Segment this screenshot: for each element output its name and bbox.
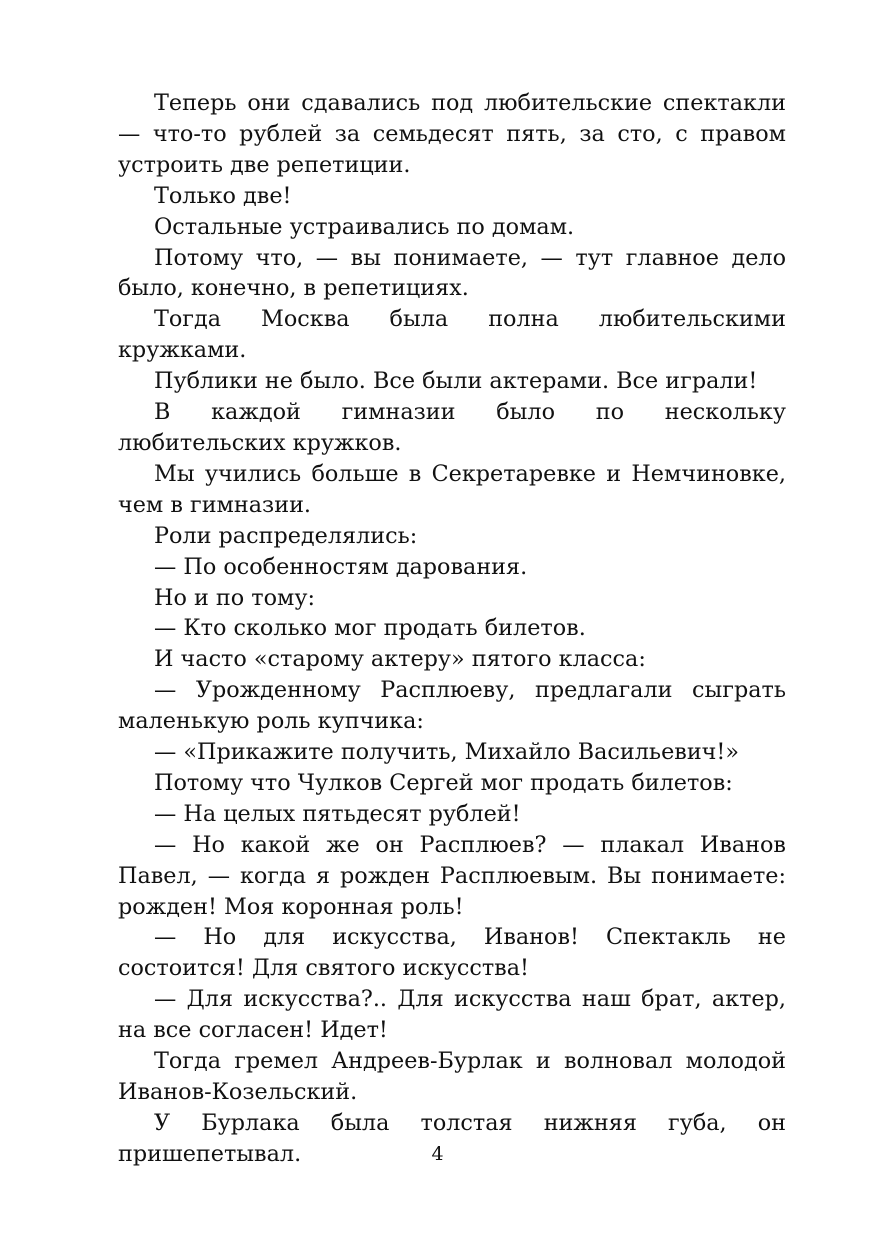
paragraph: — Но для искусства, Иванов! Спектакль не состоится! Для святого искусства! bbox=[118, 924, 786, 982]
paragraph: — По особенностям дарования. bbox=[154, 553, 528, 580]
paragraph: Только две! bbox=[154, 182, 292, 209]
paragraph: — «Прикажите получить, Михайло Васильевич!» bbox=[154, 739, 740, 766]
paragraph: — Урожденному Расплюеву, предлагали сыграть маленькую роль купчика: bbox=[118, 677, 786, 735]
paragraph: — Но какой же он Расплюев? — плакал Иванов Павел, — когда я рожден Расплюевым. Вы понимаете: рожден! Моя коронная роль! bbox=[118, 831, 786, 920]
paragraph: Потому что, — вы понимаете, — тут главное дело было, конечно, в репетициях. bbox=[118, 244, 786, 302]
paragraph: Теперь они сдавались под любительские спектакли — что-то рублей за семьдесят пять, за сто, с правом устроить две репетиции. bbox=[118, 90, 786, 178]
paragraph: — Кто сколько мог продать билетов. bbox=[154, 615, 586, 642]
body-text bbox=[118, 88, 786, 1170]
paragraph: И часто «старому актеру» пятого класса: bbox=[154, 646, 646, 673]
paragraph: Мы учились больше в Секретаревке и Немчиновке, чем в гимназии. bbox=[118, 460, 786, 518]
paragraph: В каждой гимназии было по нескольку любительских кружков. bbox=[118, 399, 786, 456]
paragraph: Публики не было. Все были актерами. Все играли! bbox=[154, 368, 758, 395]
paragraph: — На целых пятьдесят рублей! bbox=[154, 800, 521, 827]
paragraph: Тогда гремел Андреев-Бурлак и волновал молодой Иванов-Козельский. bbox=[118, 1048, 786, 1105]
paragraph: Роли распределялись: bbox=[154, 522, 418, 549]
paragraph: — Для искусства?.. Для искусства наш брат, актер, на все согласен! Идет! bbox=[118, 986, 786, 1044]
page-number: 4 bbox=[431, 1143, 444, 1165]
paragraph: Но и по тому: bbox=[154, 584, 316, 611]
paragraph: У Бурлака была толстая нижняя губа, он пришепетывал. bbox=[118, 1109, 786, 1167]
paragraph: Остальные устраивались по домам. bbox=[154, 213, 575, 240]
paragraph: Тогда Москва была полна любительскими кружками. bbox=[118, 306, 786, 364]
paragraph: Потому что Чулков Сергей мог продать билетов: bbox=[154, 769, 733, 796]
